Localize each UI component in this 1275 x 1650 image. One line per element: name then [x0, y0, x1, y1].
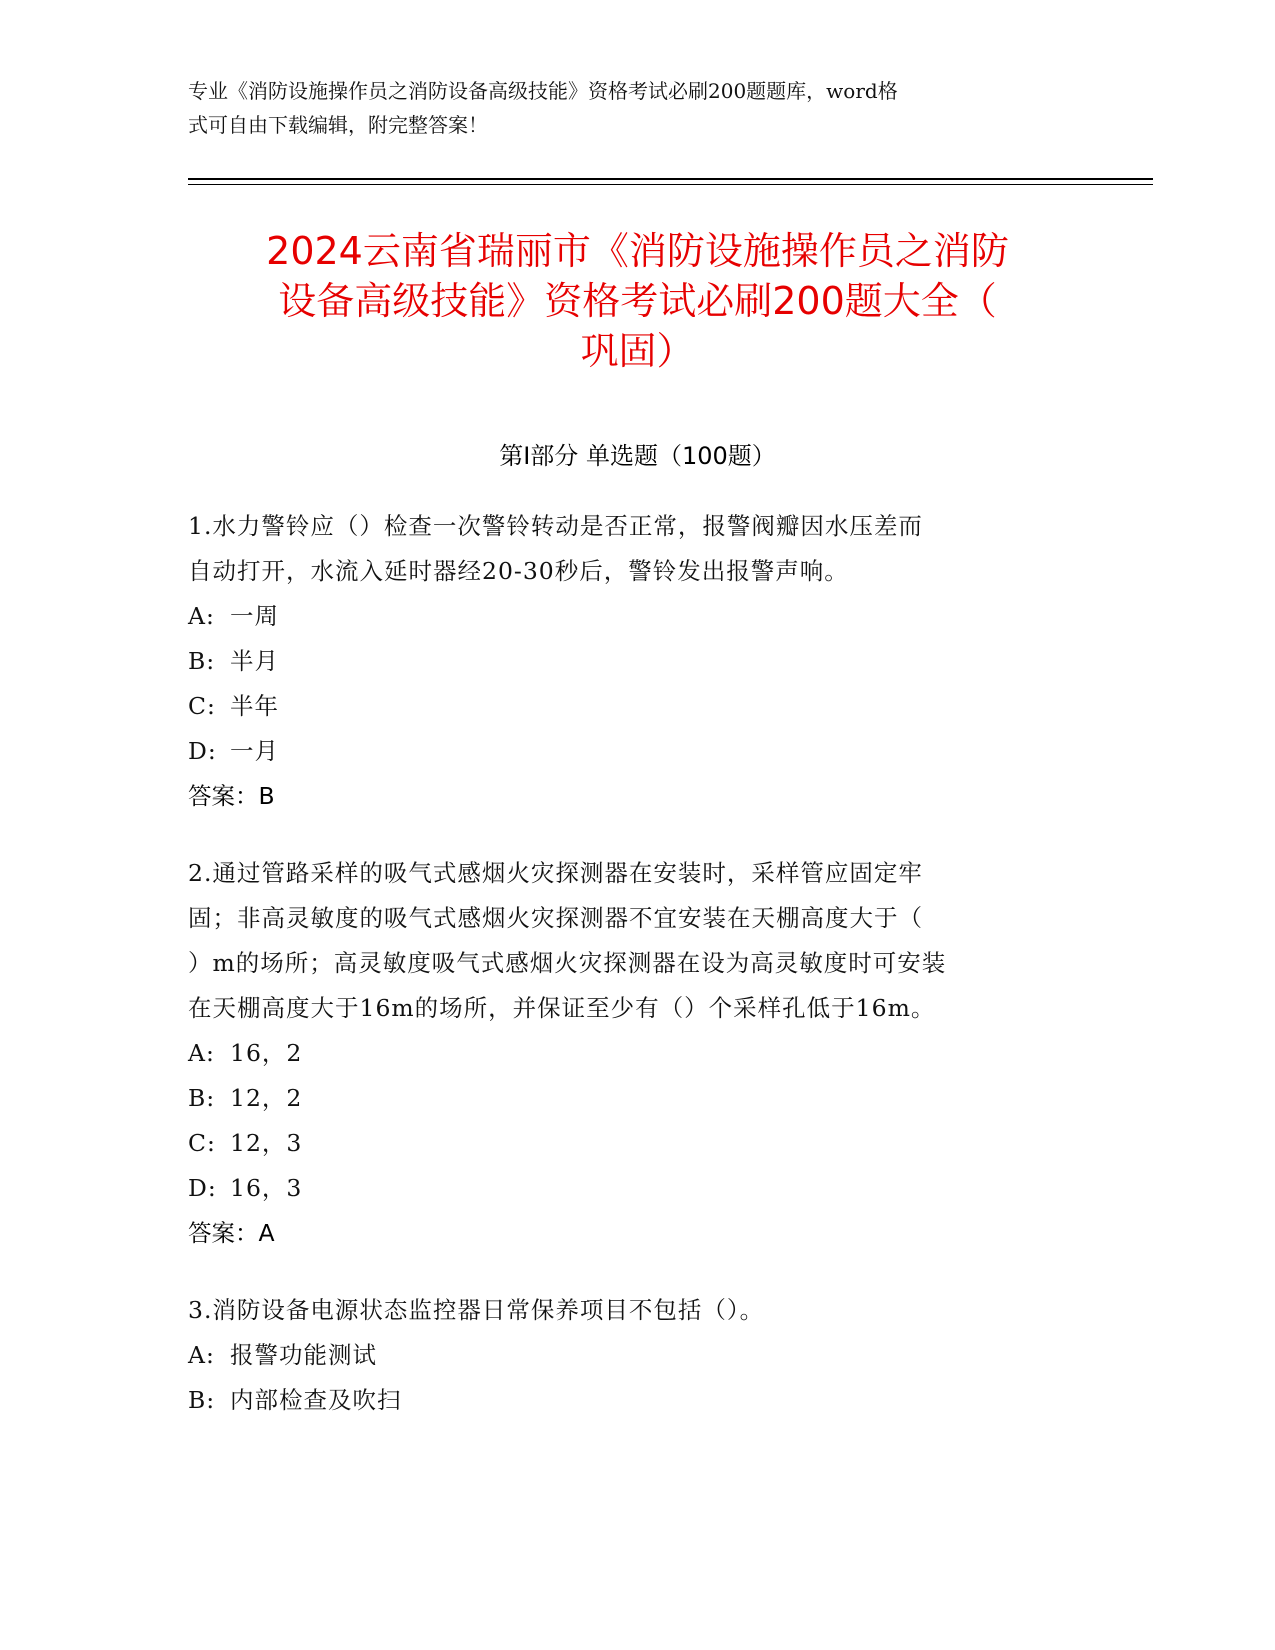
option-text: 16，3: [230, 1174, 303, 1202]
question-stem-line: 2.通过管路采样的吸气式感烟火灾探测器在安装时，采样管应固定牢: [188, 859, 923, 887]
option-text: 报警功能测试: [230, 1341, 377, 1369]
option-label: C:: [188, 692, 216, 720]
option-label: B:: [188, 1386, 216, 1414]
option-text: 12，2: [230, 1084, 303, 1112]
option-label: A:: [188, 1039, 215, 1067]
section-heading: 第Ⅰ部分 单选题（100题）: [499, 442, 776, 470]
option-label: B:: [188, 647, 216, 675]
header-divider-thick: [188, 178, 1153, 180]
option-text: 半年: [230, 692, 279, 720]
option-text: 内部检查及吹扫: [230, 1386, 402, 1414]
option-label: B:: [188, 1084, 216, 1112]
question-2: [188, 851, 1078, 1256]
option-text: 一月: [230, 737, 279, 765]
question-stem-line: ）m的场所；高灵敏度吸气式感烟火灾探测器在设为高灵敏度时可安装: [188, 949, 947, 977]
question-stem-line: 固；非高灵敏度的吸气式感烟火灾探测器不宜安装在天棚高度大于（: [188, 904, 923, 932]
header-note-line-2: 式可自由下载编辑，附完整答案！: [188, 113, 488, 137]
question-stem-line: 3.消防设备电源状态监控器日常保养项目不包括（）。: [188, 1296, 765, 1324]
option-b: [188, 1076, 1078, 1121]
header-note: [188, 74, 1068, 142]
option-c: [188, 1121, 1078, 1166]
question-stem-line: 1.水力警铃应（）检查一次警铃转动是否正常，报警阀瓣因水压差而: [188, 512, 923, 540]
title-line-2: 设备高级技能》资格考试必刷200题大全（: [278, 279, 997, 323]
option-label: A:: [188, 602, 215, 630]
option-label: C:: [188, 1129, 216, 1157]
option-text: 12，3: [230, 1129, 303, 1157]
question-3: [188, 1288, 1078, 1423]
header-divider-thin: [188, 184, 1153, 185]
option-label: D:: [188, 1174, 217, 1202]
option-text: 半月: [230, 647, 279, 675]
option-text: 一周: [230, 602, 279, 630]
option-a: [188, 1031, 1078, 1076]
option-d: [188, 729, 1078, 774]
answer: 答案：A: [188, 1219, 275, 1247]
option-label: A:: [188, 1341, 215, 1369]
option-label: D:: [188, 737, 217, 765]
answer: 答案：B: [188, 782, 275, 810]
option-text: 16，2: [230, 1039, 303, 1067]
option-a: [188, 594, 1078, 639]
question-1: [188, 504, 1078, 819]
option-b: [188, 639, 1078, 684]
document-title: [170, 226, 1105, 376]
option-b: [188, 1378, 1078, 1423]
option-c: [188, 684, 1078, 729]
question-stem-line: 自动打开，水流入延时器经20-30秒后，警铃发出报警声响。: [188, 557, 849, 585]
title-line-1: 2024云南省瑞丽市《消防设施操作员之消防: [266, 229, 1009, 273]
option-a: [188, 1333, 1078, 1378]
option-d: [188, 1166, 1078, 1211]
title-line-3: 巩固）: [580, 329, 695, 373]
question-stem-line: 在天棚高度大于16m的场所，并保证至少有（）个采样孔低于16m。: [188, 994, 936, 1022]
header-note-line-1: 专业《消防设施操作员之消防设备高级技能》资格考试必刷200题题库，word格: [188, 79, 898, 103]
